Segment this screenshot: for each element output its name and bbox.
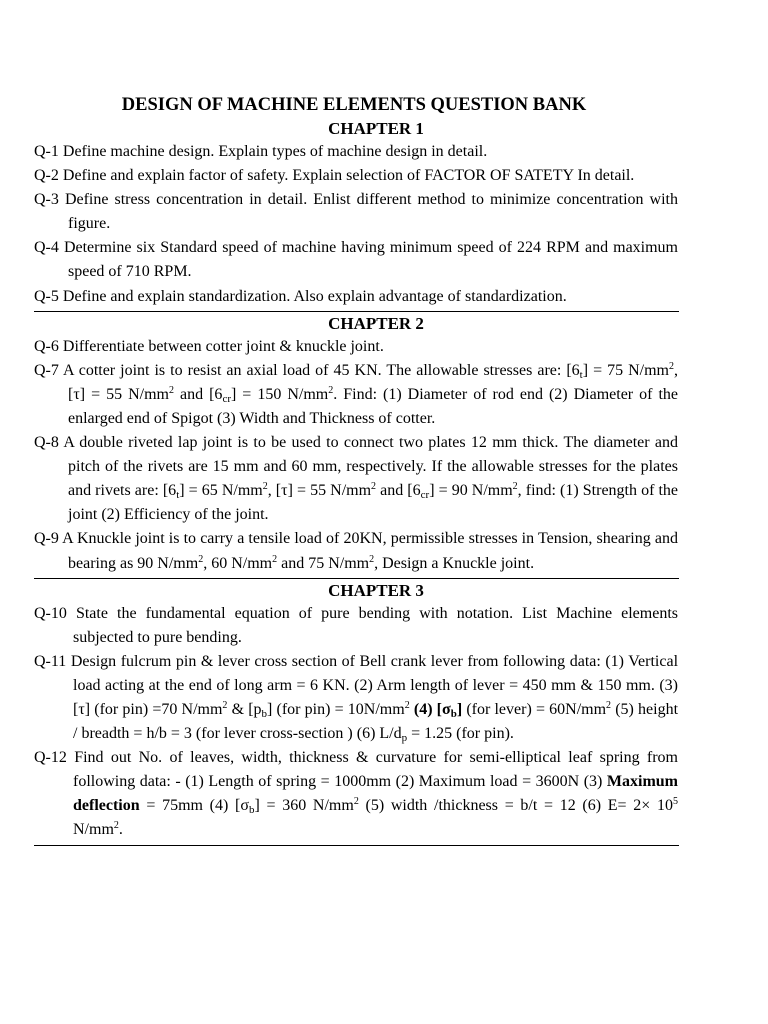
chapter-heading: CHAPTER 1 [328, 119, 424, 138]
question-item: Q-6 Differentiate between cotter joint & knuckle joint. [34, 337, 384, 355]
chapter-heading: CHAPTER 3 [328, 580, 424, 600]
question-item: Q-10 State the fundamental equation of pure bending with notation. List Machine elements subjected to pure bending. [34, 604, 679, 646]
question-item: Q-9 A Knuckle joint is to carry a tensile load of 20KN, permissible stresses in Tension, shearing and bearing as 90 $N/mm^2$, 60 $N/mm^2$ and 75 $N/mm^2$, Design a Knuckle joint. [34, 530, 678, 572]
question-item: Q-12 Find out No. of leaves, width, thickness & curvature for semi-elliptical leaf spring from following data: - (1) Length of spring = 1000mm (2) Maximum load = 3600N (3) Maximum deflection = 75mm (4) $[\sigma_b] = 360$ $N/mm^2$ (5) width /thickness = b/t = 12 (6) $E= 2\times 10^5$ $N/mm^2$. [34, 749, 679, 839]
question-item: Q-2 Define and explain factor of safety. Explain selection of FACTOR OF SATETY In detail. [34, 167, 635, 185]
chapter-heading: CHAPTER 2 [328, 313, 424, 333]
question-item: Q-8 A double riveted lap joint is to be used to connect two plates 12 mm thick. The diameter and pitch of the rivets are 15 mm and 60 mm, respectively. If the allowable stresses for the plates and rivets are: $[6_t] = 65$ $N/mm^2$, [τ] = 55 $N/mm^2$ and $[6_{cr}] = 90$ $N/mm^2$, find: (1) Strength of the joint (2) Efficiency of the joint. [34, 434, 679, 524]
question-item: Q-1 Define machine design. Explain types of machine design in detail. [34, 143, 488, 160]
chapter-divider [34, 845, 679, 846]
question-item: Q-5 Define and explain standardization. Also explain advantage of standardization. [34, 287, 567, 305]
question-item: Q-3 Define stress concentration in detail. Enlist different method to minimize concentration with figure. [34, 191, 679, 233]
question-item: Q-11 Design fulcrum pin & lever cross section of Bell crank lever from following data: (1) Vertical load acting at the end of long arm = 6 KN. (2) Arm length of lever = 450 mm & 150 mm. (3) [τ] (for pin) =70 $N/mm^2$ & $[p_b]$ (for $pin) = 10N/mm^2$ (4) $[\sigma_b]$ (for lever) = $60N/mm^2$ (5) height / breadth = h/b = 3 (for lever cross-section ) (6) $L/d_p = 1.25$ (for pin). [34, 652, 679, 745]
document-content [34, 117, 678, 846]
question-item: Q-4 Determine six Standard speed of machine having minimum speed of 224 RPM and maximum speed of 710 RPM. [34, 239, 678, 281]
question-item: Q-7 A cotter joint is to resist an axial load of 45 KN. The allowable stresses are: $[6_t] = 75$ $N/mm^2$, [τ] = 55 $N/mm^2$ and $[6_{cr}] = 150$ $N/mm^2$. Find: (1) Diameter of rod end (2) Diameter of the enlarged end of Spigot (3) Width and Thickness of cotter. [34, 360, 679, 427]
document-title: DESIGN OF MACHINE ELEMENTS QUESTION BANK [121, 95, 587, 115]
